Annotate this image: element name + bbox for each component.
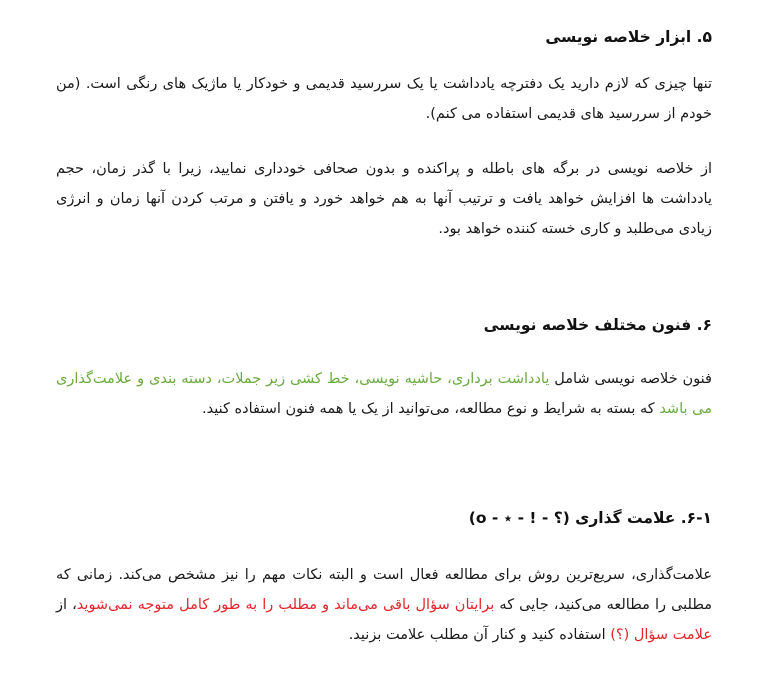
text-run: فنون خلاصه نویسی شامل <box>549 371 712 387</box>
highlighted-techniques: یادداشت برداری، حاشیه نویسی، خط کشی زیر جملات، دسته بندی و علامت‌گذاری می باشد <box>56 371 712 417</box>
section-6-heading: ۶. فنون مختلف خلاصه نویسی <box>483 316 712 334</box>
section-6-1-heading: ۶-۱. علامت گذاری (؟ - ! - ٭ - o) <box>468 509 712 527</box>
section-5-paragraph-1 <box>56 69 712 129</box>
highlighted-question-text: برایتان سؤال باقی می‌ماند و مطلب را به طور کامل متوجه نمی‌شوید <box>76 597 495 613</box>
section-5-heading: ۵. ابزار خلاصه نویسی <box>545 28 712 46</box>
section-6 <box>56 314 712 336</box>
section-6-paragraph <box>56 364 712 424</box>
text-run: علامت‌گذاری، سریع‌ترین روش برای مطالعه فعال است و البته نکات مهم را نیز مشخص می‌کند. زمانی که مطلبی را مطالعه می‌کنید، جایی که <box>56 567 712 613</box>
section-5-paragraph-2 <box>56 154 712 244</box>
text-run: که بسته به شرایط و نوع مطالعه، می‌توانید از یک یا همه فنون استفاده کنید. <box>202 401 660 417</box>
highlighted-question-mark: علامت سؤال (؟) <box>610 627 712 643</box>
paragraph-text <box>56 364 712 424</box>
section-6-1 <box>56 507 712 529</box>
paragraph-text: تنها چیزی که لازم دارید یک دفترچه یادداشت یا یک سررسید قدیمی و خودکار یا ماژیک های رنگی است. (من خودم از سررسید های قدیمی استفاده می کنم). <box>56 76 712 122</box>
text-run: استفاده کنید و کنار آن مطلب علامت بزنید. <box>348 627 611 643</box>
section-5 <box>56 26 712 48</box>
paragraph-text: از خلاصه نویسی در برگه های باطله و پراکنده و بدون صحافی خودداری نمایید، زیرا با گذر زمان، حجم یادداشت ها افزایش خواهد یافت و ترتیب آنها به هم خواهد خورد و یافتن و مرتب کردن آنها زمان و انرژی زیادی می‌طلبد و کاری خسته کننده خواهد بود. <box>56 161 712 237</box>
text-run: ، از <box>56 597 77 613</box>
section-6-1-paragraph <box>56 560 712 650</box>
paragraph-text <box>56 560 712 650</box>
